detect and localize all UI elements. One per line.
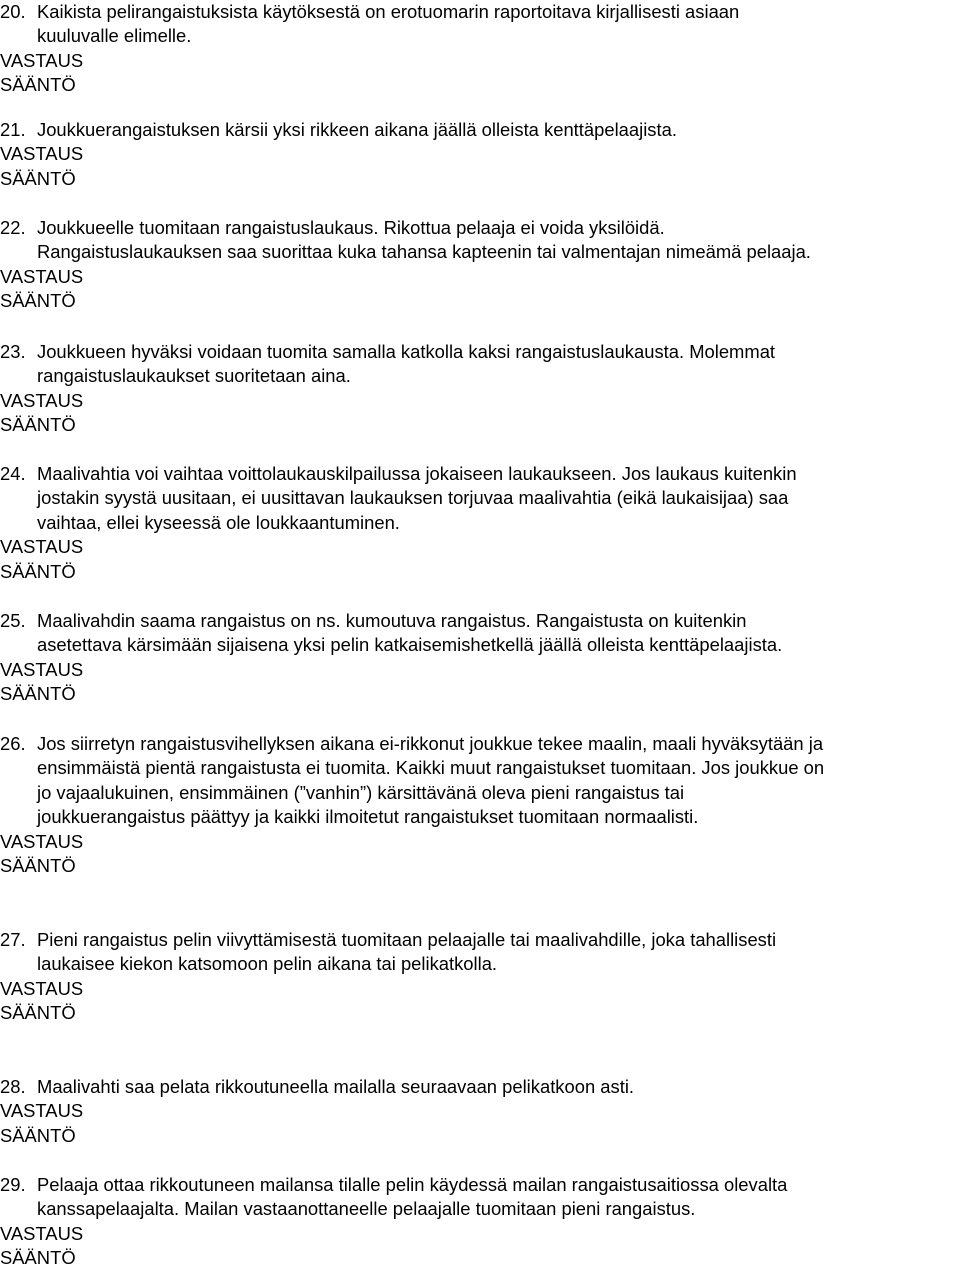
question-line: laukaisee kiekon katsomoon pelin aikana tai pelikatkolla. [37, 953, 498, 975]
question-line: ensimmäistä pientä rangaistusta ei tuomita. Kaikki muut rangaistukset tuomitaan. Jos joukkue on [37, 757, 825, 779]
question-28 [0, 1075, 960, 1148]
question-text [37, 609, 960, 658]
question-text [37, 928, 960, 977]
question-26 [0, 732, 960, 878]
question-number: 26. [0, 733, 26, 754]
question-number: 27. [0, 929, 26, 950]
question-number: 24. [0, 463, 26, 484]
question-line: Joukkuerangaistuksen kärsii yksi rikkeen aikana jäällä olleista kenttäpelaajista. [37, 119, 677, 140]
question-text [37, 0, 960, 49]
rule-label: SÄÄNTÖ [0, 290, 76, 312]
question-number: 21. [0, 119, 26, 140]
answer-label: VASTAUS [0, 1100, 84, 1122]
question-line: vaihtaa, ellei kyseessä ole loukkaantuminen. [37, 511, 400, 533]
answer-label: VASTAUS [0, 1222, 84, 1244]
rule-label: SÄÄNTÖ [0, 1247, 76, 1269]
answer-label: VASTAUS [0, 830, 84, 852]
question-29 [0, 1173, 960, 1271]
question-20 [0, 0, 960, 98]
question-number: 29. [0, 1174, 26, 1195]
rule-label: SÄÄNTÖ [0, 167, 76, 189]
question-line: joukkuerangaistus päättyy ja kaikki ilmoitetut rangaistukset tuomitaan normaalisti. [37, 806, 699, 828]
question-line: Pelaaja ottaa rikkoutuneen mailansa tilalle pelin käydessä mailan rangaistusaitiossa olevalta [37, 1174, 788, 1195]
question-line: kanssapelaajalta. Mailan vastaanottaneelle pelaajalle tuomitaan pieni rangaistus. [37, 1198, 696, 1220]
question-number: 28. [0, 1076, 26, 1097]
answer-label: VASTAUS [0, 143, 84, 165]
question-line: Maalivahti saa pelata rikkoutuneella mailalla seuraavaan pelikatkoon asti. [37, 1076, 635, 1097]
question-24 [0, 462, 960, 584]
question-number: 22. [0, 217, 26, 238]
question-text [37, 1173, 960, 1222]
question-text [37, 732, 960, 830]
question-text [37, 340, 960, 389]
question-text [37, 1075, 960, 1099]
question-number: 25. [0, 610, 26, 631]
answer-label: VASTAUS [0, 49, 84, 71]
question-line: Maalivahtia voi vaihtaa voittolaukauskilpailussa jokaiseen laukaukseen. Jos laukaus kuitenkin [37, 463, 797, 484]
answer-label: VASTAUS [0, 389, 84, 411]
answer-label: VASTAUS [0, 977, 84, 999]
question-number: 20. [0, 1, 26, 22]
question-text [37, 118, 960, 142]
question-27 [0, 928, 960, 1026]
rule-label: SÄÄNTÖ [0, 414, 76, 436]
question-number: 23. [0, 341, 26, 362]
question-21 [0, 118, 960, 191]
question-22 [0, 216, 960, 314]
rule-label: SÄÄNTÖ [0, 560, 76, 582]
question-line: jo vajaalukuinen, ensimmäinen (”vanhin”) kärsittävänä oleva pieni rangaistus tai [37, 781, 685, 803]
answer-label: VASTAUS [0, 658, 84, 680]
question-line: Maalivahdin saama rangaistus on ns. kumoutuva rangaistus. Rangaistusta on kuitenkin [37, 610, 747, 631]
question-line: kuuluvalle elimelle. [37, 25, 192, 47]
rule-label: SÄÄNTÖ [0, 74, 76, 96]
question-25 [0, 609, 960, 707]
rule-label: SÄÄNTÖ [0, 1124, 76, 1146]
question-line: Pieni rangaistus pelin viivyttämisestä tuomitaan pelaajalle tai maalivahdille, joka tahallisesti [37, 929, 777, 950]
question-line: Rangaistuslaukauksen saa suorittaa kuka tahansa kapteenin tai valmentajan nimeämä pelaaja. [37, 241, 811, 263]
question-line: Joukkueen hyväksi voidaan tuomita samalla katkolla kaksi rangaistuslaukausta. Molemmat [37, 341, 776, 362]
question-line: jostakin syystä uusitaan, ei uusittavan laukauksen torjuvaa maalivahtia (eikä laukaisijaa) saa [37, 487, 789, 509]
rule-label: SÄÄNTÖ [0, 1002, 76, 1024]
question-text [37, 216, 960, 265]
rule-label: SÄÄNTÖ [0, 683, 76, 705]
rule-label: SÄÄNTÖ [0, 855, 76, 877]
answer-label: VASTAUS [0, 536, 84, 558]
question-line: Joukkueelle tuomitaan rangaistuslaukaus. Rikottua pelaaja ei voida yksilöidä. [37, 217, 665, 238]
question-line: rangaistuslaukaukset suoritetaan aina. [37, 365, 351, 387]
question-23 [0, 340, 960, 438]
question-text [37, 462, 960, 535]
question-line: asetettava kärsimään sijaisena yksi pelin katkaisemishetkellä jäällä olleista kenttäpelaajista. [37, 634, 783, 656]
question-line: Kaikista pelirangaistuksista käytöksestä on erotuomarin raportoitava kirjallisesti asiaan [37, 1, 740, 22]
question-line: Jos siirretyn rangaistusvihellyksen aikana ei-rikkonut joukkue tekee maalin, maali hyväksytään ja [37, 733, 824, 754]
answer-label: VASTAUS [0, 265, 84, 287]
